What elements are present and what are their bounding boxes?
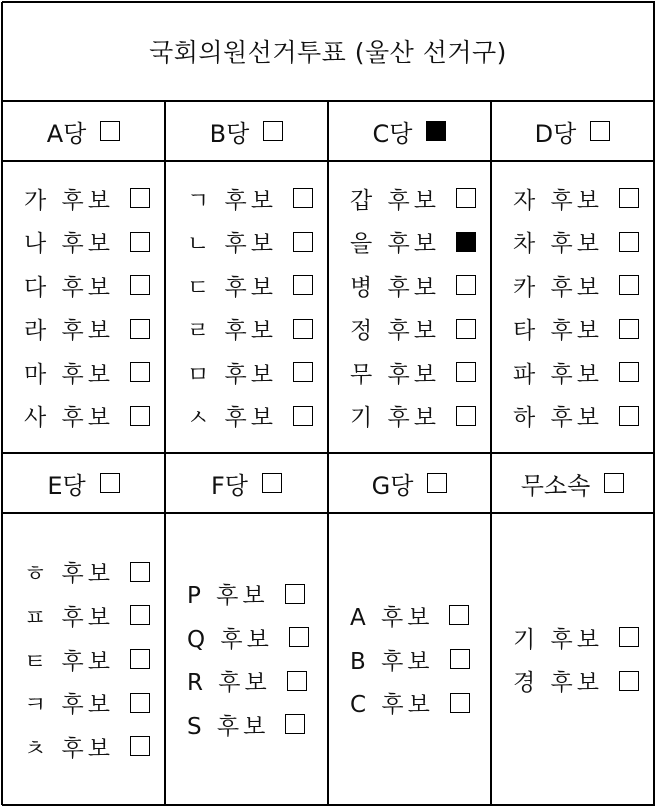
candidate-vote-box[interactable] xyxy=(619,362,639,382)
candidate-vote-box[interactable] xyxy=(456,275,476,295)
candidate-row xyxy=(24,394,164,438)
candidate-name: ㅋ 후보 xyxy=(24,692,114,719)
candidate-list xyxy=(24,162,164,452)
candidate-row xyxy=(350,394,490,438)
candidate-row xyxy=(24,351,164,395)
candidate-vote-box[interactable] xyxy=(293,188,313,208)
candidate-vote-box[interactable] xyxy=(130,693,150,713)
candidate-row xyxy=(350,220,490,264)
candidate-list xyxy=(513,162,653,452)
candidate-vote-box[interactable] xyxy=(130,188,150,208)
candidate-vote-box[interactable] xyxy=(293,275,313,295)
candidate-row xyxy=(187,659,327,703)
candidate-name: 타 후보 xyxy=(513,318,603,345)
candidate-vote-box[interactable] xyxy=(450,649,470,669)
candidate-vote-box[interactable] xyxy=(449,605,469,625)
candidate-name: B 후보 xyxy=(350,648,434,675)
candidate-row xyxy=(24,550,164,594)
candidate-name: ㅎ 후보 xyxy=(24,561,114,588)
candidate-vote-box[interactable] xyxy=(285,584,305,604)
candidate-row xyxy=(350,307,490,351)
candidate-row xyxy=(350,263,490,307)
party-header xyxy=(166,454,327,512)
candidate-row xyxy=(187,615,327,659)
party-vote-box[interactable] xyxy=(604,473,624,493)
party-header xyxy=(3,454,164,512)
candidate-name: S 후보 xyxy=(187,713,270,740)
party-name: A당 xyxy=(46,119,87,148)
candidate-row xyxy=(187,307,327,351)
candidate-vote-box[interactable] xyxy=(130,562,150,582)
candidate-row xyxy=(187,220,327,264)
candidate-row xyxy=(513,659,653,703)
candidate-row xyxy=(513,615,653,659)
candidate-vote-box[interactable] xyxy=(619,188,639,208)
candidate-list xyxy=(24,514,164,804)
candidate-vote-box[interactable] xyxy=(456,362,476,382)
grid-line xyxy=(327,101,329,805)
candidate-vote-box[interactable] xyxy=(293,232,313,252)
candidate-name: ㅌ 후보 xyxy=(24,648,114,675)
party-header xyxy=(329,102,490,160)
candidate-vote-box[interactable] xyxy=(293,319,313,339)
candidate-row xyxy=(24,307,164,351)
candidate-list xyxy=(187,162,327,452)
candidate-vote-box[interactable] xyxy=(456,188,476,208)
party-header xyxy=(166,102,327,160)
candidate-name: 다 후보 xyxy=(24,274,114,301)
candidate-name: Q 후보 xyxy=(187,626,273,653)
candidate-name: 하 후보 xyxy=(513,405,603,432)
candidate-vote-box[interactable] xyxy=(130,649,150,669)
candidate-vote-box[interactable] xyxy=(619,671,639,691)
candidate-vote-box[interactable] xyxy=(619,319,639,339)
candidate-vote-box[interactable] xyxy=(450,693,470,713)
candidate-name: 갑 후보 xyxy=(350,187,440,214)
candidate-name: 정 후보 xyxy=(350,318,440,345)
candidate-row xyxy=(350,681,490,725)
candidate-name: ㅊ 후보 xyxy=(24,735,114,762)
candidate-row xyxy=(350,594,490,638)
candidate-name: 파 후보 xyxy=(513,361,603,388)
candidate-vote-box[interactable] xyxy=(130,362,150,382)
candidate-vote-box[interactable] xyxy=(130,319,150,339)
candidate-vote-box[interactable] xyxy=(289,627,309,647)
ballot-title: 국회의원선거투표 (울산 선거구) xyxy=(149,38,507,67)
candidate-vote-box[interactable] xyxy=(130,406,150,426)
candidate-name: 병 후보 xyxy=(350,274,440,301)
candidate-row xyxy=(350,351,490,395)
candidate-row xyxy=(24,637,164,681)
candidate-name: 라 후보 xyxy=(24,318,114,345)
candidate-name: R 후보 xyxy=(187,670,271,697)
candidate-name: ㄴ 후보 xyxy=(187,231,277,258)
candidate-name: 무 후보 xyxy=(350,361,440,388)
candidate-row xyxy=(187,703,327,747)
candidate-list xyxy=(187,514,327,804)
candidate-row xyxy=(187,263,327,307)
candidate-vote-box[interactable] xyxy=(130,605,150,625)
grid-line xyxy=(164,101,166,805)
candidate-name: 경 후보 xyxy=(513,670,603,697)
candidate-row xyxy=(187,351,327,395)
party-vote-box[interactable] xyxy=(100,473,120,493)
candidate-row xyxy=(350,176,490,220)
candidate-name: ㄱ 후보 xyxy=(187,187,277,214)
candidate-row xyxy=(24,724,164,768)
candidate-row xyxy=(24,220,164,264)
candidate-vote-box[interactable] xyxy=(130,275,150,295)
candidate-name: 기 후보 xyxy=(350,405,440,432)
candidate-name: ㄹ 후보 xyxy=(187,318,277,345)
candidate-vote-box[interactable] xyxy=(619,275,639,295)
candidate-vote-box[interactable] xyxy=(619,627,639,647)
party-vote-box[interactable] xyxy=(100,121,120,141)
party-header xyxy=(3,102,164,160)
candidate-row xyxy=(24,594,164,638)
party-name: 무소속 xyxy=(520,471,591,500)
candidate-name: ㅁ 후보 xyxy=(187,361,277,388)
candidate-vote-box[interactable] xyxy=(293,362,313,382)
candidate-name: 차 후보 xyxy=(513,231,603,258)
candidate-vote-box[interactable] xyxy=(456,232,476,252)
candidate-row xyxy=(513,394,653,438)
candidate-row xyxy=(187,394,327,438)
candidate-name: 을 후보 xyxy=(350,231,440,258)
candidate-name: 가 후보 xyxy=(24,187,114,214)
candidate-name: 카 후보 xyxy=(513,274,603,301)
party-name: E당 xyxy=(47,471,86,500)
candidate-vote-box[interactable] xyxy=(619,406,639,426)
party-vote-box[interactable] xyxy=(427,473,447,493)
candidate-row xyxy=(513,263,653,307)
grid-line xyxy=(2,1,655,3)
candidate-name: 마 후보 xyxy=(24,361,114,388)
candidate-row xyxy=(513,307,653,351)
candidate-name: ㅍ 후보 xyxy=(24,604,114,631)
candidate-row xyxy=(187,176,327,220)
candidate-row xyxy=(187,572,327,616)
party-vote-box[interactable] xyxy=(426,121,446,141)
candidate-name: 자 후보 xyxy=(513,187,603,214)
candidate-row xyxy=(513,176,653,220)
candidate-row xyxy=(513,220,653,264)
candidate-vote-box[interactable] xyxy=(287,671,307,691)
grid-line xyxy=(490,101,492,805)
party-header xyxy=(492,102,653,160)
party-vote-box[interactable] xyxy=(590,121,610,141)
candidate-name: A 후보 xyxy=(350,604,434,631)
candidate-name: ㅅ 후보 xyxy=(187,405,277,432)
candidate-row xyxy=(513,351,653,395)
candidate-list xyxy=(350,162,490,452)
party-header xyxy=(492,454,653,512)
candidate-vote-box[interactable] xyxy=(456,406,476,426)
candidate-vote-box[interactable] xyxy=(456,319,476,339)
party-name: G당 xyxy=(371,471,414,500)
party-name: D당 xyxy=(534,119,577,148)
candidate-row xyxy=(350,637,490,681)
candidate-name: P 후보 xyxy=(187,583,269,610)
candidate-vote-box[interactable] xyxy=(130,736,150,756)
candidate-name: 나 후보 xyxy=(24,231,114,258)
party-header xyxy=(329,454,490,512)
candidate-row xyxy=(24,263,164,307)
candidate-name: C 후보 xyxy=(350,692,434,719)
candidate-vote-box[interactable] xyxy=(619,232,639,252)
party-vote-box[interactable] xyxy=(262,473,282,493)
candidate-name: 사 후보 xyxy=(24,405,114,432)
candidate-vote-box[interactable] xyxy=(293,406,313,426)
party-vote-box[interactable] xyxy=(263,121,283,141)
party-name: F당 xyxy=(211,471,248,500)
candidate-name: 기 후보 xyxy=(513,626,603,653)
candidate-list xyxy=(513,514,653,804)
candidate-list xyxy=(350,514,490,804)
party-name: C당 xyxy=(372,119,413,148)
candidate-vote-box[interactable] xyxy=(285,714,305,734)
candidate-name: ㄷ 후보 xyxy=(187,274,277,301)
candidate-row xyxy=(24,176,164,220)
party-name: B당 xyxy=(209,119,250,148)
grid-line xyxy=(653,2,655,805)
candidate-vote-box[interactable] xyxy=(130,232,150,252)
candidate-row xyxy=(24,681,164,725)
